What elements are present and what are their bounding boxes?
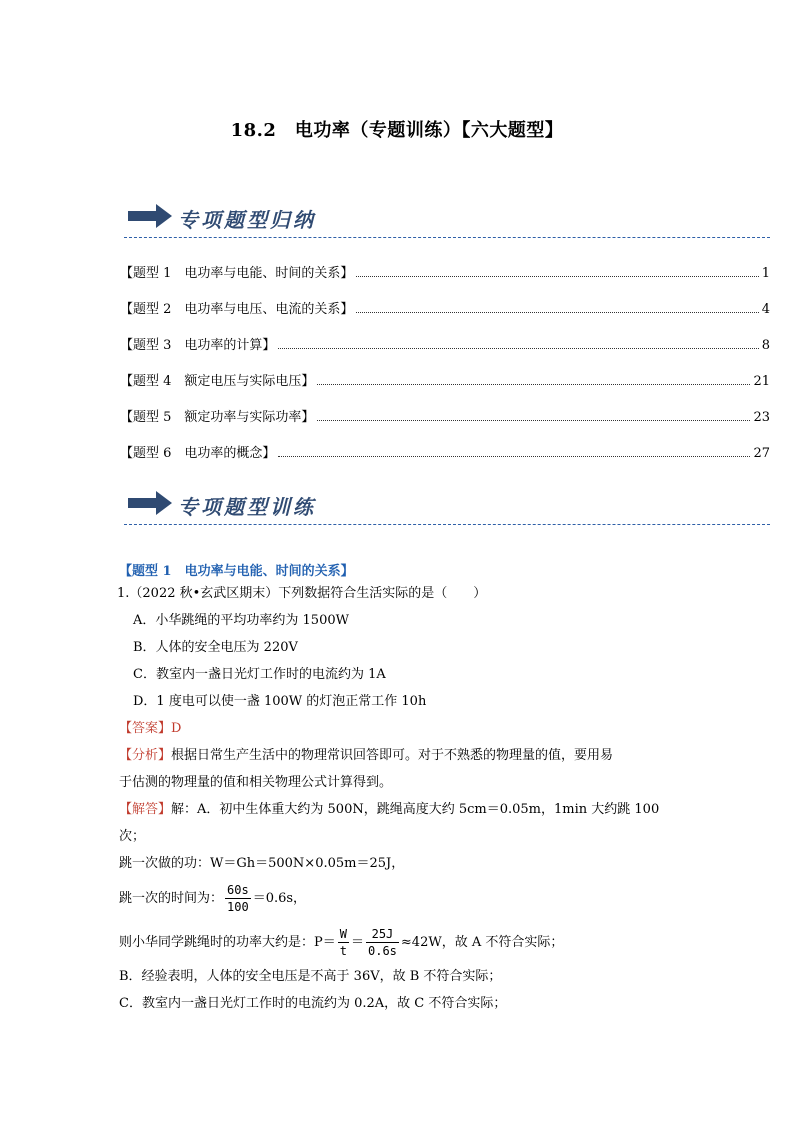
- table-of-contents: [120, 262, 770, 478]
- toc-page: 27: [753, 446, 770, 461]
- solution-text: 则小华同学跳绳时的功率大约是：P＝: [119, 935, 336, 950]
- solution-line-time: [119, 881, 689, 917]
- toc-page: 21: [753, 374, 770, 389]
- toc-item[interactable]: [120, 406, 770, 442]
- toc-label: 【题型 4 额定电压与实际电压】: [120, 374, 315, 389]
- toc-item[interactable]: [120, 298, 770, 334]
- option-a: A．小华跳绳的平均功率约为 1500W: [133, 613, 349, 628]
- solution-text: 解：A．初中生体重大约为 500N，跳绳高度大约 5cm＝0.05m，1min 大约跳 100: [171, 802, 660, 817]
- toc-item[interactable]: [120, 262, 770, 298]
- banner-title: 专项题型归纳: [178, 208, 316, 232]
- analysis-line: [119, 746, 689, 773]
- toc-label: 【题型 1 电功率与电能、时间的关系】: [120, 266, 354, 281]
- analysis-text-2: 于估测的物理量的值和相关物理公式计算得到。: [119, 775, 393, 790]
- banner-divider: [124, 237, 770, 238]
- page-title: 18.2 电功率（专题训练）【六大题型】: [230, 120, 564, 141]
- toc-page: 1: [761, 266, 770, 281]
- question-content: [119, 560, 689, 1021]
- banner-title: 专项题型训练: [178, 495, 316, 519]
- fraction-numerator: 60s: [227, 883, 249, 897]
- option-b: B．人体的安全电压为 220V: [133, 640, 298, 655]
- solution-line: [119, 800, 689, 827]
- toc-leader: [356, 312, 758, 313]
- toc-item[interactable]: [120, 370, 770, 406]
- analysis-text: 根据日常生产生活中的物理常识回答即可。对于不熟悉的物理量的值，要用易: [171, 748, 614, 763]
- toc-page: 23: [753, 410, 770, 425]
- toc-label: 【题型 5 额定功率与实际功率】: [120, 410, 315, 425]
- toc-leader: [317, 384, 750, 385]
- solution-text: 跳一次的时间为：: [119, 891, 224, 906]
- equals-sign: ＝: [350, 935, 364, 950]
- answer-value: D: [171, 721, 182, 736]
- fraction: [366, 926, 399, 959]
- solution-text-7: C．教室内一盏日光灯工作时的电流约为 0.2A，故 C 不符合实际；: [119, 996, 507, 1011]
- fraction: [225, 882, 251, 915]
- toc-item[interactable]: [120, 442, 770, 478]
- toc-label: 【题型 2 电功率与电压、电流的关系】: [120, 302, 354, 317]
- arrow-right-icon: [124, 487, 174, 517]
- fraction-numerator: 25J: [366, 926, 399, 943]
- answer-line: [119, 719, 689, 746]
- toc-label: 【题型 6 电功率的概念】: [120, 446, 276, 461]
- toc-item[interactable]: [120, 334, 770, 370]
- question-stem: 1.（2022 秋•玄武区期末）下列数据符合生活实际的是（ ）: [117, 586, 487, 601]
- solution-text-6: B．经验表明，人体的安全电压是不高于 36V，故 B 不符合实际；: [119, 969, 502, 984]
- solution-text-2: 次；: [119, 829, 146, 844]
- toc-label: 【题型 3 电功率的计算】: [120, 338, 276, 353]
- fraction-denominator: 0.6s: [368, 944, 397, 958]
- section-banner-summary: [124, 200, 770, 240]
- solution-line-power: [119, 925, 689, 961]
- arrow-right-icon: [124, 200, 174, 230]
- toc-page: 8: [761, 338, 770, 353]
- toc-leader: [278, 456, 750, 457]
- solution-tag: 【解答】: [119, 802, 172, 817]
- toc-page: 4: [761, 302, 770, 317]
- option-c: C．教室内一盏日光灯工作时的电流约为 1A: [133, 667, 386, 682]
- solution-text: ＝0.6s，: [252, 891, 307, 906]
- fraction-numerator: W: [339, 927, 347, 941]
- fraction: [338, 926, 349, 959]
- analysis-tag: 【分析】: [119, 748, 172, 763]
- fraction-denominator: t: [339, 944, 347, 958]
- banner-divider: [124, 524, 770, 525]
- solution-text: ≈42W，故 A 不符合实际；: [400, 935, 564, 950]
- section-banner-training: [124, 487, 770, 527]
- option-d: D．1 度电可以使一盏 100W 的灯泡正常工作 10h: [133, 694, 427, 709]
- toc-leader: [317, 420, 750, 421]
- answer-tag: 【答案】: [119, 721, 172, 736]
- toc-leader: [356, 276, 758, 277]
- section-heading: 【题型 1 电功率与电能、时间的关系】: [119, 564, 354, 579]
- solution-text-3: 跳一次做的功：W＝Gh＝500N×0.05m＝25J，: [119, 856, 405, 871]
- fraction-denominator: 100: [227, 900, 249, 914]
- toc-leader: [278, 348, 758, 349]
